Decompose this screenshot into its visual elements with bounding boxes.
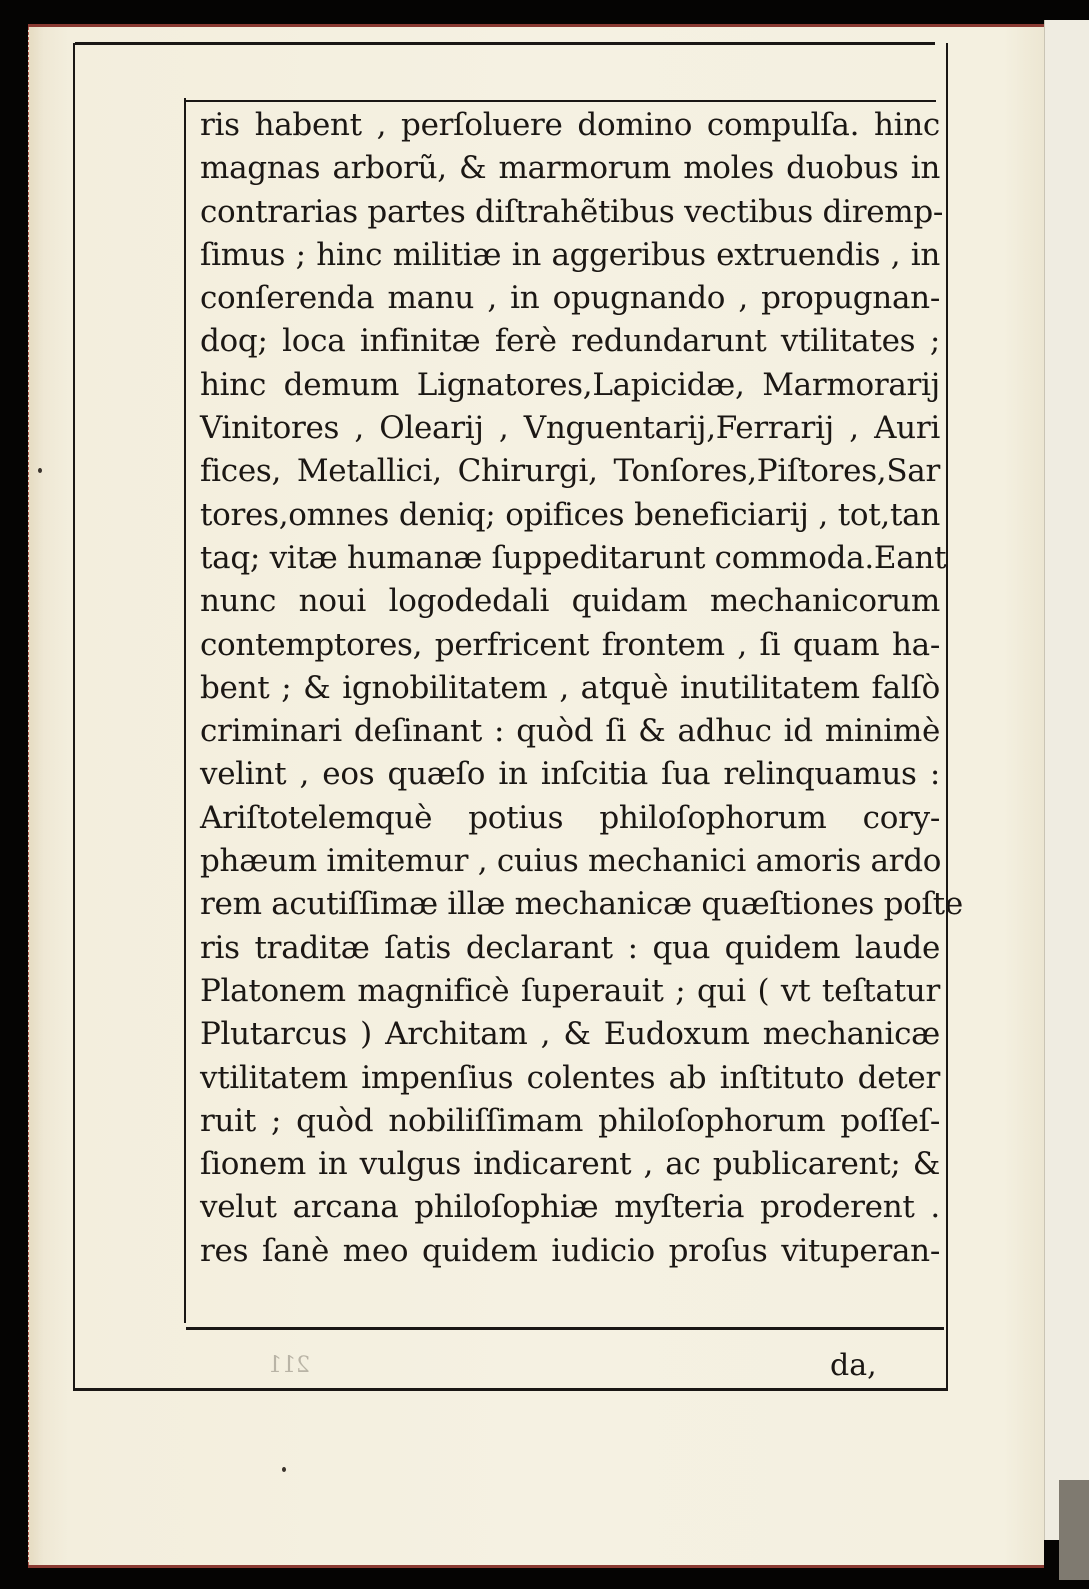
text-line: tores,omnes deniq; opifices beneficiarij , tot,tan — [200, 496, 940, 533]
text-line: nunc noui logodedali quidam mechanicorum — [200, 583, 940, 620]
text-line: ruit ; quòd nobiliſſimam philoſophorum poſſeſ- — [200, 1102, 940, 1139]
catchword: da, — [830, 1348, 877, 1383]
text-line: res ſanè meo quidem iudicio proſus vituperan- — [200, 1232, 940, 1269]
text-line: contemptores, perfricent frontem , ſi quam ha- — [200, 626, 940, 663]
facing-page-edge — [1044, 20, 1089, 1540]
body-text — [200, 104, 963, 1273]
text-line: fices, Metallici, Chirurgi, Tonſores,Piſtores,Sar — [200, 453, 940, 490]
inner-frame-bottom-rule — [186, 1327, 944, 1330]
text-line: vtilitatem impenſius colentes ab inſtituto deter — [200, 1059, 940, 1096]
text-line: taq; vitæ humanæ ſuppeditarunt commoda.Eant — [200, 539, 947, 576]
text-line: bent ; & ignobilitatem , atquè inutilitatem falſò — [200, 669, 940, 706]
text-line: ſionem in vulgus indicarent , ac publicarent; & — [200, 1146, 940, 1183]
text-line: conſerenda manu , in opugnando , propugnan- — [200, 280, 940, 317]
text-line: ris traditæ ſatis declarant : qua quidem laude — [200, 929, 940, 966]
text-line: ris habent , perſoluere domino compulſa. hinc — [200, 107, 940, 143]
page-corner-shadow — [1059, 1480, 1089, 1580]
ink-speck — [38, 468, 42, 473]
text-line: doq; loca infinitæ ferè redundarunt vtilitates ; — [200, 323, 940, 360]
bleed-through-page-number: 211 — [268, 1353, 310, 1378]
ink-speck — [282, 1467, 286, 1472]
text-line: Vinitores , Olearij , Vnguentarij,Ferrarij , Auri — [200, 410, 940, 447]
text-line: phæum imitemur , cuius mechanici amoris ardo — [200, 843, 942, 880]
text-line: hinc demum Lignatores,Lapicidæ, Marmorarij — [200, 366, 940, 403]
text-line: velut arcana philoſophiæ myſteria proderent . — [200, 1189, 940, 1226]
text-line: ſimus ; hinc militiæ in aggeribus extruendis , in — [200, 236, 940, 273]
text-line: rem acutiſſimæ illæ mechanicæ quæſtiones poſte — [200, 886, 963, 923]
text-line: criminari deſinant : quòd ſi & adhuc id minimè — [200, 713, 940, 750]
text-line: Ariſtotelemquè potius philoſophorum cory- — [200, 799, 940, 836]
text-line: Plutarcus ) Architam , & Eudoxum mechanicæ — [200, 1016, 940, 1053]
text-line: Platonem magnificè ſuperauit ; qui ( vt teſtatur — [200, 972, 940, 1009]
text-line: magnas arborũ, & marmorum moles duobus in — [200, 150, 940, 187]
text-line: contrarias partes diſtrahẽtibus vectibus diremp- — [200, 193, 944, 230]
text-line: velint , eos quæſo in inſcitia ſua relinquamus : — [200, 756, 940, 793]
page-edge-left — [28, 27, 43, 1565]
